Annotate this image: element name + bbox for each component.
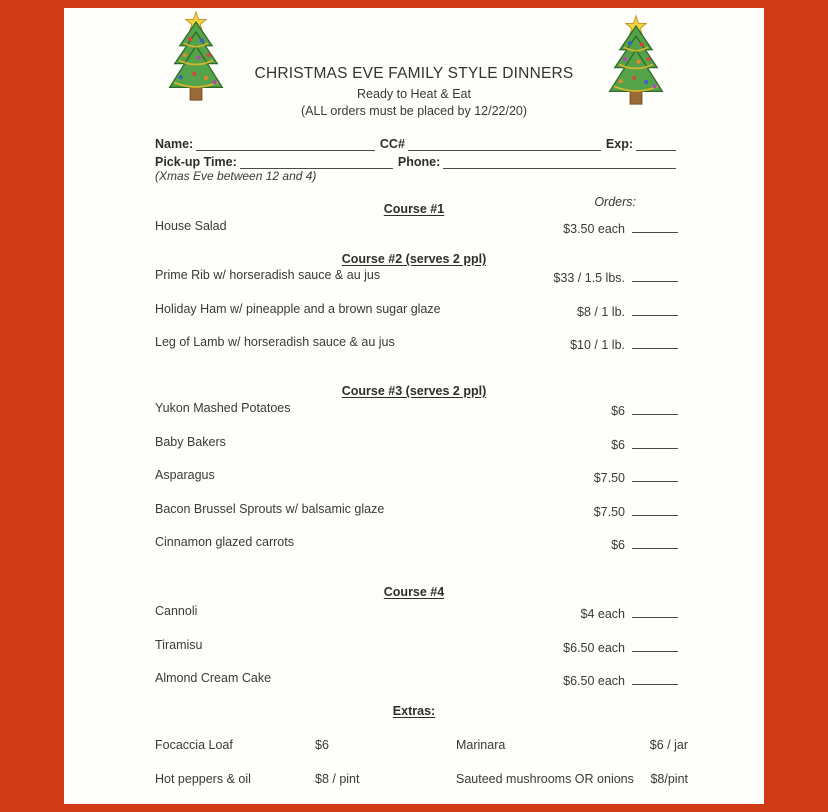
menu-item-price: $4 each xyxy=(580,607,625,621)
menu-item-name: Yukon Mashed Potatoes xyxy=(155,401,291,415)
order-quantity-blank xyxy=(632,219,678,233)
page-title: CHRISTMAS EVE FAMILY STYLE DINNERS xyxy=(254,65,574,82)
extra-item-price: $8 / pint xyxy=(315,772,360,786)
order-quantity-blank xyxy=(632,335,678,349)
menu-item-price: $6 xyxy=(611,438,625,452)
menu-item-price: $6 xyxy=(611,538,625,552)
orders-column-label: Orders: xyxy=(594,195,636,209)
menu-item-row xyxy=(64,638,764,655)
extra-item-name: Sauteed mushrooms OR onions xyxy=(456,772,634,786)
extras-heading xyxy=(64,704,764,718)
menu-item-row xyxy=(64,502,764,519)
course-heading-label: Course #2 (serves 2 ppl) xyxy=(341,252,487,266)
course-heading-label: Course #4 xyxy=(383,585,445,599)
extra-item-name: Marinara xyxy=(456,738,506,752)
extra-item-price: $6 / jar xyxy=(649,738,688,752)
menu-item-price: $10 / 1 lb. xyxy=(570,338,625,352)
menu-item-row xyxy=(64,604,764,621)
order-quantity-blank xyxy=(632,604,678,618)
order-quantity-blank xyxy=(632,671,678,685)
menu-item-name: Holiday Ham w/ pineapple and a brown sugar glaze xyxy=(155,302,441,316)
order-quantity-blank xyxy=(632,435,678,449)
menu-item-name: Bacon Brussel Sprouts w/ balsamic glaze xyxy=(155,502,385,516)
order-quantity-blank xyxy=(632,535,678,549)
page-subtitle: Ready to Heat & Eat xyxy=(357,87,471,101)
menu-item-price: $8 / 1 lb. xyxy=(577,305,625,319)
menu-item-row xyxy=(64,468,764,485)
extra-item-name: Hot peppers & oil xyxy=(155,772,251,786)
phone-blank-line xyxy=(443,153,676,169)
extras-row xyxy=(64,738,764,755)
order-form-page xyxy=(64,8,764,804)
extra-item-price: $8/pint xyxy=(650,772,688,786)
menu-item-name: Tiramisu xyxy=(155,638,203,652)
menu-item-row xyxy=(64,535,764,552)
course-3-heading xyxy=(64,384,764,398)
extras-heading-label: Extras: xyxy=(392,704,436,718)
menu-item-price: $3.50 each xyxy=(563,222,625,236)
course-2-heading xyxy=(64,252,764,266)
menu-item-price: $7.50 xyxy=(593,505,625,519)
cc-label: CC# xyxy=(379,137,405,151)
order-quantity-blank xyxy=(632,268,678,282)
menu-item-price: $6.50 each xyxy=(563,674,625,688)
course-1-heading xyxy=(64,202,764,216)
order-quantity-blank xyxy=(632,302,678,316)
pickup-time-label: Pick-up Time: xyxy=(155,155,237,169)
menu-item-price: $6.50 each xyxy=(563,641,625,655)
phone-label: Phone: xyxy=(397,155,441,169)
menu-item-row xyxy=(64,401,764,418)
menu-item-row xyxy=(64,335,764,352)
course-heading-label: Course #3 (serves 2 ppl) xyxy=(341,384,487,398)
menu-item-price: $7.50 xyxy=(593,471,625,485)
menu-item-name: Baby Bakers xyxy=(155,435,226,449)
menu-item-row xyxy=(64,268,764,285)
menu-item-name: Prime Rib w/ horseradish sauce & au jus xyxy=(155,268,381,282)
form-row-pickup-phone xyxy=(155,152,676,169)
order-quantity-blank xyxy=(632,468,678,482)
extra-item-name: Focaccia Loaf xyxy=(155,738,233,752)
course-4-heading xyxy=(64,585,764,599)
menu-item-row xyxy=(64,671,764,688)
menu-item-name: Asparagus xyxy=(155,468,215,482)
menu-item-price: $33 / 1.5 lbs. xyxy=(553,271,625,285)
course-heading-label: Course #1 xyxy=(383,202,445,216)
order-quantity-blank xyxy=(632,638,678,652)
menu-item-name: Almond Cream Cake xyxy=(155,671,272,685)
menu-item-price: $6 xyxy=(611,404,625,418)
cc-blank-line xyxy=(408,135,601,151)
extras-row xyxy=(64,772,764,789)
pickup-time-blank-line xyxy=(240,153,393,169)
pickup-window-note: (Xmas Eve between 12 and 4) xyxy=(155,169,317,183)
menu-item-name: House Salad xyxy=(155,219,227,233)
name-blank-line xyxy=(196,135,375,151)
form-row-name-cc-exp xyxy=(155,134,676,151)
extra-item-price: $6 xyxy=(315,738,329,752)
menu-item-name: Cinnamon glazed carrots xyxy=(155,535,294,549)
menu-item-row xyxy=(64,219,764,236)
exp-label: Exp: xyxy=(605,137,633,151)
menu-item-name: Leg of Lamb w/ horseradish sauce & au jus xyxy=(155,335,395,349)
name-label: Name: xyxy=(155,137,194,151)
menu-item-row xyxy=(64,302,764,319)
menu-item-name: Cannoli xyxy=(155,604,198,618)
exp-blank-line xyxy=(636,135,676,151)
menu-item-row xyxy=(64,435,764,452)
order-deadline-note: (ALL orders must be placed by 12/22/20) xyxy=(300,104,528,118)
order-quantity-blank xyxy=(632,502,678,516)
order-quantity-blank xyxy=(632,401,678,415)
